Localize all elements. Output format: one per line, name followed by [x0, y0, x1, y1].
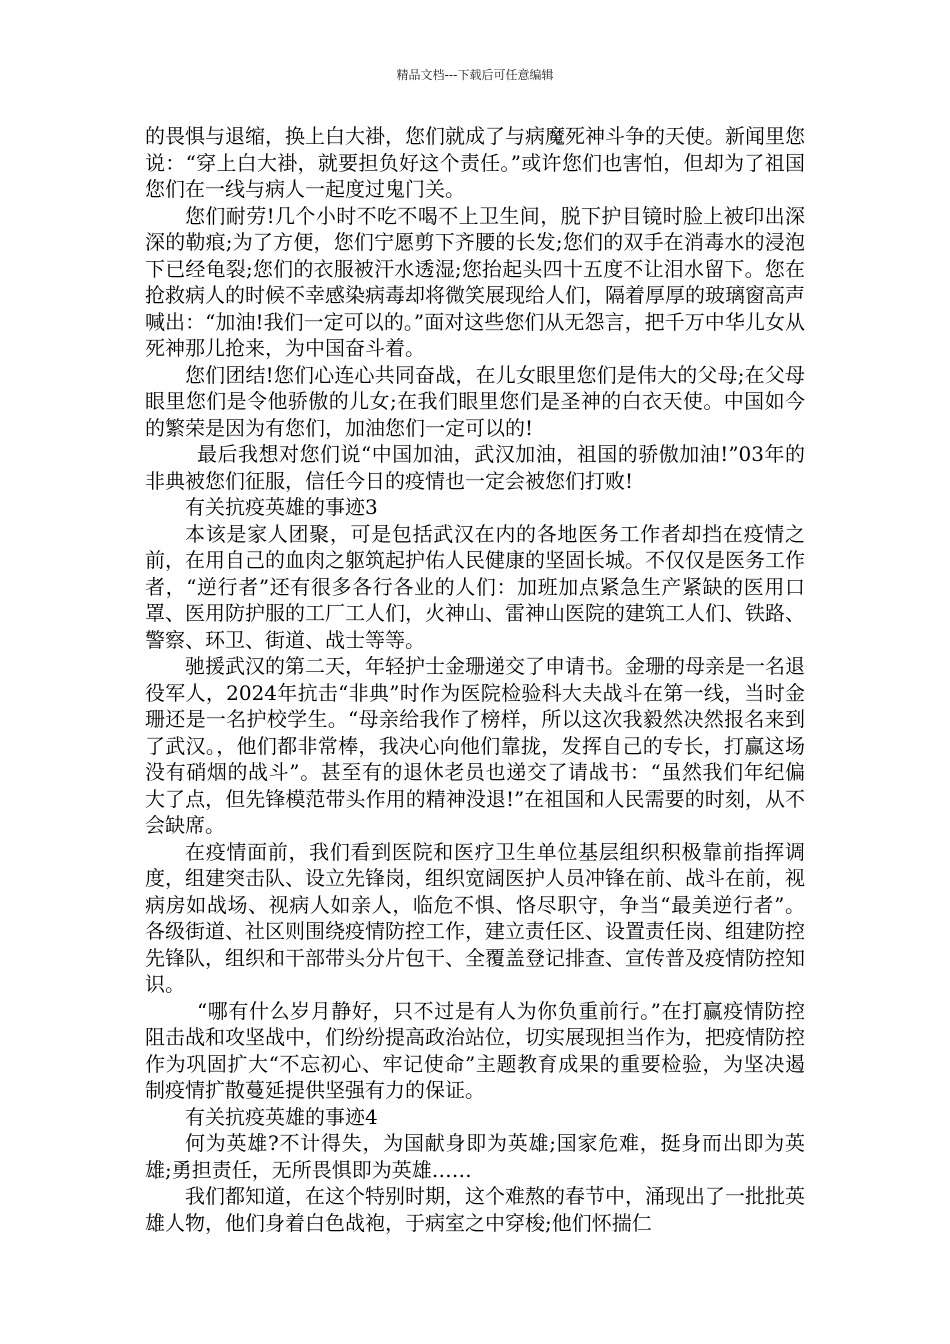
paragraph: 您们耐劳!几个小时不吃不喝不上卫生间，脱下护目镜时脸上被印出深深的勒痕;为了方便，您们宁愿剪下齐腰的长发;您们的双手在消毒水的浸泡下已经龟裂;您们的衣服被汗水透湿;您抬起头四十五度不让泪水留下。您在抢救病人的时候不幸感染病毒却将微笑展现给人们，隔着厚厚的玻璃窗高声喊出：“加油!我们一定可以的。”面对这些您们从无怨言，把千万中华儿女从死神那儿抢来，为中国奋斗着。	[145, 203, 805, 360]
paragraph: 何为英雄?不计得失，为国献身即为英雄;国家危难，挺身而出即为英雄;勇担责任，无所畏惧即为英雄……	[145, 1131, 805, 1182]
paragraph: 在疫情面前，我们看到医院和医疗卫生单位基层组织积极靠前指挥调度，组建突击队、设立先锋岗，组织宽阔医护人员冲锋在前、战斗在前，视病房如战场、视病人如亲人，临危不惧、恪尽职守，争当“最美逆行者”。各级街道、社区则围绕疫情防控工作，建立责任区、设置责任岗、组建防控先锋队，组织和干部带头分片包干、全覆盖登记排查、宣传普及疫情防控知识。	[145, 839, 805, 996]
paragraph: 我们都知道，在这个特别时期，这个难熬的春节中，涌现出了一批批英雄人物，他们身着白色战袍，于病室之中穿梭;他们怀揣仁	[145, 1184, 805, 1235]
paragraph: 驰援武汉的第二天，年轻护士金珊递交了申请书。金珊的母亲是一名退役军人，2024年抗击“非典”时作为医院检验科大夫战斗在第一线，当时金珊还是一名护校学生。“母亲给我作了榜样，所以这次我毅然决然报名来到了武汉。，他们都非常棒，我决心向他们靠拢，发挥自己的专长，打赢这场没有硝烟的战斗”。甚至有的退休老员也递交了请战书：“虽然我们年纪偏大了点，但先锋模范带头作用的精神没退!”在祖国和人民需要的时刻，从不会缺席。	[145, 654, 805, 837]
document-body	[145, 123, 805, 1236]
section-heading: 有关抗疫英雄的事迹4	[185, 1104, 378, 1129]
section-heading: 有关抗疫英雄的事迹3	[185, 495, 378, 519]
paragraph: “哪有什么岁月静好，只不过是有人为你负重前行。”在打赢疫情防控阻击战和攻坚战中，们纷纷提高政治站位，切实展现担当作为，把疫情防控作为巩固扩大“不忘初心、牢记使命”主题教育成果的重要检验，为坚决遏制疫情扩散蔓延提供坚强有力的保证。	[145, 998, 805, 1102]
page-header: 精品文档---下载后可任意编辑	[396, 68, 554, 82]
paragraph: 最后我想对您们说“中国加油，武汉加油，祖国的骄傲加油!”03年的非典被您们征服，信任今日的疫情也一定会被您们打败!	[145, 442, 805, 493]
paragraph: 您们团结!您们心连心共同奋战，在儿女眼里您们是伟大的父母;在父母眼里您们是令他骄傲的儿女;在我们眼里您们是圣神的白衣天使。中国如今的繁荣是因为有您们，加油您们一定可以的!	[145, 362, 805, 440]
paragraph: 的畏惧与退缩，换上白大褂，您们就成了与病魔死神斗争的天使。新闻里您说：“穿上白大褂，就要担负好这个责任。”或许您们也害怕，但却为了祖国您们在一线与病人一起度过鬼门关。	[145, 124, 805, 201]
paragraph: 本该是家人团聚，可是包括武汉在内的各地医务工作者却挡在疫情之前，在用自己的血肉之躯筑起护佑人民健康的坚固长城。不仅仅是医务工作者，“逆行者”还有很多各行各业的人们：加班加点紧急生产紧缺的医用口罩、医用防护服的工厂工人们，火神山、雷神山医院的建筑工人们、铁路、警察、环卫、街道、战士等等。	[145, 521, 805, 652]
